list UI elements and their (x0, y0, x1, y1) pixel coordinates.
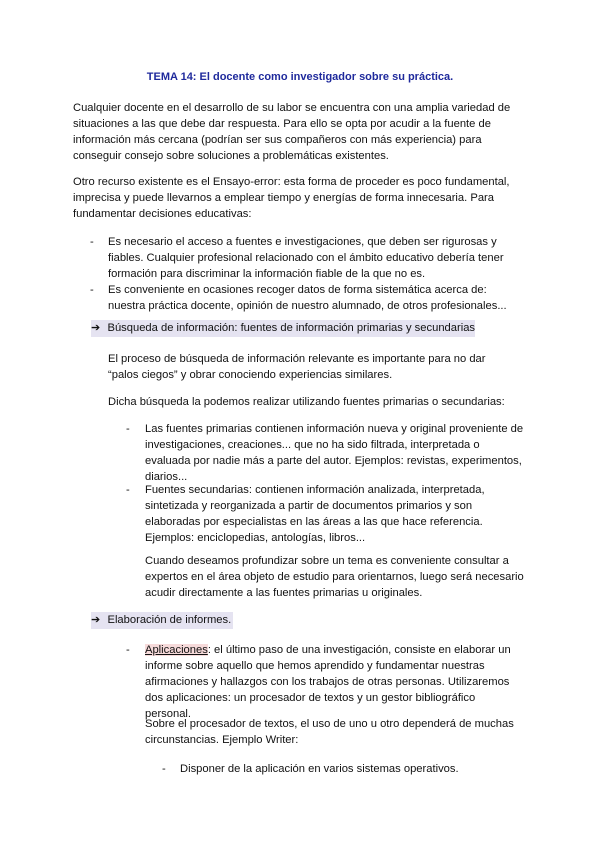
intro-paragraph-2: Otro recurso existente es el Ensayo-error: esta forma de proceder es poco fundamental, imprecisa y puede llevarnos a emplear tiempo y energías de forma innecesaria. Para fundamentar decisiones educativas: (73, 176, 510, 220)
applications-label: Aplicaciones (145, 644, 208, 656)
bullet-dash: - (126, 423, 130, 435)
section-heading-search (91, 320, 475, 337)
bullet-dash: - (126, 644, 130, 656)
section-heading-reports-text: Elaboración de informes. (107, 614, 232, 626)
section-heading-reports (91, 612, 233, 629)
bullet-dash: - (126, 484, 130, 496)
page-title: TEMA 14: El docente como investigador sobre su práctica. (146, 71, 454, 83)
section-heading-search-text: Búsqueda de información: fuentes de información primarias y secundarias (107, 322, 476, 334)
search-paragraph-3: Cuando deseamos profundizar sobre un tema es conveniente consultar a expertos en el área objeto de estudio para orientarnos, luego será necesario acudir directamente a las fuentes primarias u originales. (145, 555, 524, 599)
search-paragraph-2: Dicha búsqueda la podemos realizar utilizando fuentes primarias o secundarias: (108, 396, 505, 408)
list-item-applications (145, 642, 515, 722)
list-item-primary-sources: Las fuentes primarias contienen información nueva y original proveniente de investigaciones, creaciones... que no ha sido filtrada, interpretada o evaluada por nadie más a parte del autor. Ejemplos: revistas, experimentos, diarios... (145, 423, 524, 483)
bullet-dash: - (162, 763, 166, 775)
search-paragraph-1: El proceso de búsqueda de información relevante es importante para no dar “palos ciegos” y obrar conociendo experiencias similares. (108, 353, 486, 381)
applications-text: : el último paso de una investigación, consiste en elaborar un informe sobre aquello que hemos aprendido y fundamentar nuestras afirmaciones y hallazgos con los trabajos de otras personas. Utilizaremos dos aplicaciones: un procesador de textos y un gestor bibliográfico personal. (145, 644, 511, 720)
arrow-icon: ➔ (91, 614, 101, 626)
bullet-item-access: Es necesario el acceso a fuentes e investigaciones, que deben ser rigurosas y fiables. Cualquier profesional relacionado con el ámbito educativo debería tener formación para discriminar la información fiable de la que no es. (108, 236, 504, 280)
reports-paragraph-1: Sobre el procesador de textos, el uso de uno u otro dependerá de muchas circunstancias. Ejemplo Writer: (145, 718, 514, 746)
bullet-dash: - (90, 284, 94, 296)
intro-paragraph-1: Cualquier docente en el desarrollo de su labor se encuentra con una amplia variedad de situaciones a las que debe dar respuesta. Para ello se opta por acudir a la fuente de información más cercana (podrían ser sus compañeros con más experiencia) para conseguir consejo sobre soluciones a problemáticas existentes. (73, 102, 511, 162)
bullet-item-collect: Es conveniente en ocasiones recoger datos de forma sistemática acerca de: nuestra práctica docente, opinión de nuestro alumnado, de otros profesionales... (108, 284, 507, 312)
arrow-icon: ➔ (91, 322, 101, 334)
bullet-dash: - (90, 236, 94, 248)
list-item-secondary-sources: Fuentes secundarias: contienen información analizada, interpretada, sintetizada y reorganizada a partir de documentos primarios y son elaboradas por especialistas en las áreas a las que hace referencia. Ejemplos: enciclopedias, antologías, libros... (145, 484, 485, 544)
list-item-multiplatform: Disponer de la aplicación en varios sistemas operativos. (180, 763, 459, 775)
